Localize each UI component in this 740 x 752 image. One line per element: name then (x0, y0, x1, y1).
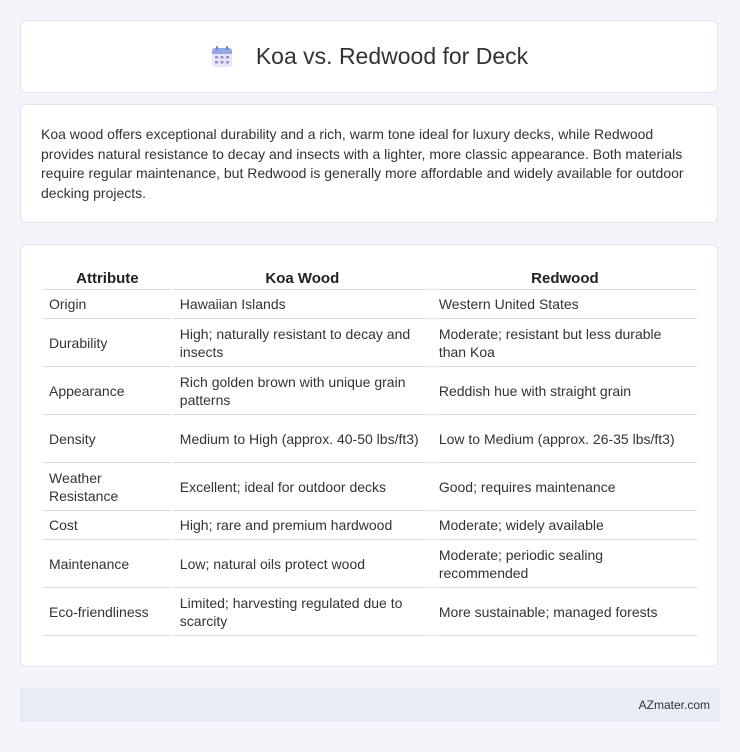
cell-koa: Medium to High (approx. 40-50 lbs/ft3) (174, 415, 431, 463)
cell-attribute: Cost (43, 511, 172, 540)
title-card (20, 20, 718, 93)
footer-brand: AZmater.com (638, 698, 710, 712)
table-row (43, 463, 697, 511)
table-row (43, 319, 697, 367)
table-row (43, 540, 697, 588)
intro-text: Koa wood offers exceptional durability and a rich, warm tone ideal for luxury decks, while Redwood provides natural resistance to decay and insects with a lighter, more classic appearance. Both materials require regular maintenance, but Redwood is generally more affordable and widely available for outdoor decking projects. (41, 126, 684, 201)
table-header-row (43, 267, 697, 290)
table-row (43, 367, 697, 415)
cell-redwood: Moderate; periodic sealing recommended (433, 540, 697, 588)
header-koa-wood: Koa Wood (174, 267, 431, 290)
cell-koa: High; naturally resistant to decay and insects (174, 319, 431, 367)
cell-redwood: Moderate; resistant but less durable than Koa (433, 319, 697, 367)
header-attribute: Attribute (43, 267, 172, 290)
cell-redwood: Reddish hue with straight grain (433, 367, 697, 415)
cell-redwood: Low to Medium (approx. 26-35 lbs/ft3) (433, 415, 697, 463)
intro-card (20, 104, 718, 223)
cell-redwood: More sustainable; managed forests (433, 588, 697, 636)
footer (20, 688, 720, 722)
cell-redwood: Moderate; widely available (433, 511, 697, 540)
cell-attribute: Durability (43, 319, 172, 367)
cell-redwood: Good; requires maintenance (433, 463, 697, 511)
table-row (43, 511, 697, 540)
cell-koa: Rich golden brown with unique grain patterns (174, 367, 431, 415)
cell-attribute: Weather Resistance (43, 463, 172, 511)
table-row (43, 588, 697, 636)
header-redwood: Redwood (433, 267, 697, 290)
cell-koa: Low; natural oils protect wood (174, 540, 431, 588)
cell-attribute: Eco-friendliness (43, 588, 172, 636)
cell-koa: Excellent; ideal for outdoor decks (174, 463, 431, 511)
table-row (43, 415, 697, 463)
cell-attribute: Origin (43, 290, 172, 319)
calendar-icon (210, 45, 234, 69)
cell-attribute: Maintenance (43, 540, 172, 588)
cell-attribute: Appearance (43, 367, 172, 415)
page-title-text: Koa vs. Redwood for Deck (255, 43, 529, 69)
comparison-table (41, 267, 699, 636)
cell-redwood: Western United States (433, 290, 697, 319)
cell-koa: Hawaiian Islands (174, 290, 431, 319)
table-row (43, 290, 697, 319)
cell-koa: Limited; harvesting regulated due to scarcity (174, 588, 431, 636)
page-title (210, 43, 528, 70)
cell-attribute: Density (43, 415, 172, 463)
cell-koa: High; rare and premium hardwood (174, 511, 431, 540)
table-card (20, 244, 718, 667)
